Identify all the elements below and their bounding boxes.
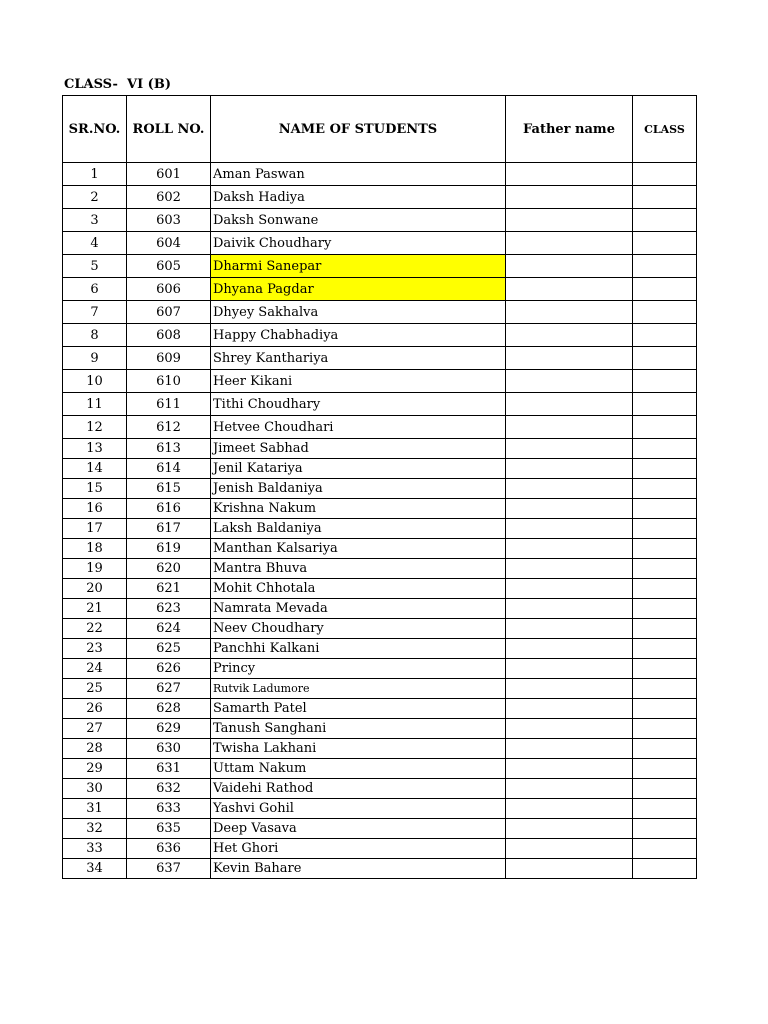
class-cell: [633, 278, 697, 301]
sr-no-cell: 7: [63, 301, 127, 324]
roll-no-cell: 616: [127, 499, 211, 519]
roll-no-cell: 632: [127, 779, 211, 799]
father-name-cell: [506, 255, 633, 278]
student-name-cell: Tanush Sanghani: [211, 719, 506, 739]
father-name-cell: [506, 819, 633, 839]
sr-no-cell: 32: [63, 819, 127, 839]
roll-no-cell: 619: [127, 539, 211, 559]
student-name-cell: Princy: [211, 659, 506, 679]
father-name-cell: [506, 839, 633, 859]
father-name-cell: [506, 163, 633, 186]
student-name-cell: Jimeet Sabhad: [211, 439, 506, 459]
roll-no-cell: 623: [127, 599, 211, 619]
student-name-cell: Kevin Bahare: [211, 859, 506, 879]
header-class: CLASS: [633, 96, 697, 163]
student-name-cell: Laksh Baldaniya: [211, 519, 506, 539]
roll-no-cell: 607: [127, 301, 211, 324]
father-name-cell: [506, 301, 633, 324]
student-name-cell: Deep Vasava: [211, 819, 506, 839]
student-name-cell: Krishna Nakum: [211, 499, 506, 519]
class-cell: [633, 839, 697, 859]
class-cell: [633, 739, 697, 759]
class-cell: [633, 324, 697, 347]
roll-no-cell: 606: [127, 278, 211, 301]
sr-no-cell: 25: [63, 679, 127, 699]
father-name-cell: [506, 759, 633, 779]
class-cell: [633, 163, 697, 186]
class-cell: [633, 759, 697, 779]
class-list-table: [62, 95, 697, 879]
sr-no-cell: 9: [63, 347, 127, 370]
class-cell: [633, 619, 697, 639]
table-row: [63, 439, 697, 459]
father-name-cell: [506, 459, 633, 479]
sr-no-cell: 33: [63, 839, 127, 859]
table-row: [63, 370, 697, 393]
sr-no-cell: 31: [63, 799, 127, 819]
sr-no-cell: 12: [63, 416, 127, 439]
father-name-cell: [506, 799, 633, 819]
table-row: [63, 839, 697, 859]
student-name-cell: Dharmi Sanepar: [211, 255, 506, 278]
student-name-cell: Aman Paswan: [211, 163, 506, 186]
header-row: [63, 96, 697, 163]
table-row: [63, 639, 697, 659]
class-cell: [633, 370, 697, 393]
roll-no-cell: 613: [127, 439, 211, 459]
class-cell: [633, 679, 697, 699]
student-name-cell: Daivik Choudhary: [211, 232, 506, 255]
student-name-cell: Daksh Hadiya: [211, 186, 506, 209]
student-name-cell: Rutvik Ladumore: [211, 679, 506, 699]
student-name-cell: Daksh Sonwane: [211, 209, 506, 232]
roll-no-cell: 605: [127, 255, 211, 278]
table-row: [63, 278, 697, 301]
class-cell: [633, 232, 697, 255]
table-row: [63, 599, 697, 619]
sr-no-cell: 15: [63, 479, 127, 499]
student-name-cell: Jenish Baldaniya: [211, 479, 506, 499]
table-row: [63, 519, 697, 539]
student-name-cell: Hetvee Choudhari: [211, 416, 506, 439]
sr-no-cell: 23: [63, 639, 127, 659]
sr-no-cell: 20: [63, 579, 127, 599]
class-cell: [633, 416, 697, 439]
father-name-cell: [506, 659, 633, 679]
student-name-cell: Dhyana Pagdar: [211, 278, 506, 301]
father-name-cell: [506, 209, 633, 232]
table-row: [63, 779, 697, 799]
student-name-cell: Yashvi Gohil: [211, 799, 506, 819]
table-row: [63, 799, 697, 819]
class-cell: [633, 639, 697, 659]
sr-no-cell: 28: [63, 739, 127, 759]
roll-no-cell: 636: [127, 839, 211, 859]
father-name-cell: [506, 499, 633, 519]
table-row: [63, 301, 697, 324]
father-name-cell: [506, 479, 633, 499]
father-name-cell: [506, 599, 633, 619]
table-row: [63, 186, 697, 209]
sr-no-cell: 16: [63, 499, 127, 519]
student-name-cell: Namrata Mevada: [211, 599, 506, 619]
father-name-cell: [506, 393, 633, 416]
father-name-cell: [506, 559, 633, 579]
student-name-cell: Shrey Kanthariya: [211, 347, 506, 370]
table-row: [63, 347, 697, 370]
roll-no-cell: 620: [127, 559, 211, 579]
sr-no-cell: 29: [63, 759, 127, 779]
father-name-cell: [506, 639, 633, 659]
class-cell: [633, 559, 697, 579]
sr-no-cell: 4: [63, 232, 127, 255]
father-name-cell: [506, 186, 633, 209]
class-cell: [633, 539, 697, 559]
roll-no-cell: 629: [127, 719, 211, 739]
father-name-cell: [506, 324, 633, 347]
sr-no-cell: 34: [63, 859, 127, 879]
sr-no-cell: 17: [63, 519, 127, 539]
table-row: [63, 255, 697, 278]
table-row: [63, 539, 697, 559]
class-cell: [633, 479, 697, 499]
table-row: [63, 719, 697, 739]
student-name-cell: Mohit Chhotala: [211, 579, 506, 599]
roll-no-cell: 627: [127, 679, 211, 699]
roll-no-cell: 612: [127, 416, 211, 439]
student-name-cell: Heer Kikani: [211, 370, 506, 393]
roll-no-cell: 633: [127, 799, 211, 819]
sr-no-cell: 5: [63, 255, 127, 278]
table-row: [63, 416, 697, 439]
header-father-name: Father name: [506, 96, 633, 163]
table-row: [63, 559, 697, 579]
class-cell: [633, 519, 697, 539]
class-cell: [633, 347, 697, 370]
roll-no-cell: 621: [127, 579, 211, 599]
roll-no-cell: 611: [127, 393, 211, 416]
roll-no-cell: 630: [127, 739, 211, 759]
table-row: [63, 499, 697, 519]
sr-no-cell: 13: [63, 439, 127, 459]
roll-no-cell: 625: [127, 639, 211, 659]
roll-no-cell: 614: [127, 459, 211, 479]
class-cell: [633, 439, 697, 459]
father-name-cell: [506, 278, 633, 301]
roll-no-cell: 617: [127, 519, 211, 539]
roll-no-cell: 615: [127, 479, 211, 499]
class-cell: [633, 459, 697, 479]
roll-no-cell: 631: [127, 759, 211, 779]
sr-no-cell: 24: [63, 659, 127, 679]
sr-no-cell: 8: [63, 324, 127, 347]
sr-no-cell: 22: [63, 619, 127, 639]
father-name-cell: [506, 519, 633, 539]
class-cell: [633, 393, 697, 416]
class-cell: [633, 255, 697, 278]
father-name-cell: [506, 779, 633, 799]
table-row: [63, 479, 697, 499]
header-name-of-students: NAME OF STUDENTS: [211, 96, 506, 163]
sr-no-cell: 14: [63, 459, 127, 479]
student-name-cell: Neev Choudhary: [211, 619, 506, 639]
class-cell: [633, 799, 697, 819]
sr-no-cell: 2: [63, 186, 127, 209]
sr-no-cell: 30: [63, 779, 127, 799]
father-name-cell: [506, 699, 633, 719]
roll-no-cell: 628: [127, 699, 211, 719]
table-row: [63, 699, 697, 719]
student-rows: [63, 163, 697, 879]
class-cell: [633, 859, 697, 879]
father-name-cell: [506, 416, 633, 439]
student-name-cell: Dhyey Sakhalva: [211, 301, 506, 324]
student-name-cell: Tithi Choudhary: [211, 393, 506, 416]
sr-no-cell: 1: [63, 163, 127, 186]
student-name-cell: Mantra Bhuva: [211, 559, 506, 579]
class-cell: [633, 186, 697, 209]
student-name-cell: Uttam Nakum: [211, 759, 506, 779]
class-cell: [633, 819, 697, 839]
class-cell: [633, 719, 697, 739]
table-row: [63, 163, 697, 186]
class-cell: [633, 779, 697, 799]
father-name-cell: [506, 439, 633, 459]
sr-no-cell: 26: [63, 699, 127, 719]
table-row: [63, 679, 697, 699]
table-row: [63, 579, 697, 599]
sr-no-cell: 21: [63, 599, 127, 619]
father-name-cell: [506, 859, 633, 879]
table-row: [63, 819, 697, 839]
table-row: [63, 209, 697, 232]
father-name-cell: [506, 719, 633, 739]
header-roll-no: ROLL NO.: [127, 96, 211, 163]
roll-no-cell: 602: [127, 186, 211, 209]
father-name-cell: [506, 579, 633, 599]
table-row: [63, 619, 697, 639]
student-name-cell: Jenil Katariya: [211, 459, 506, 479]
roll-no-cell: 626: [127, 659, 211, 679]
table-row: [63, 324, 697, 347]
roll-no-cell: 608: [127, 324, 211, 347]
sr-no-cell: 18: [63, 539, 127, 559]
student-name-cell: Het Ghori: [211, 839, 506, 859]
father-name-cell: [506, 739, 633, 759]
class-cell: [633, 301, 697, 324]
sr-no-cell: 6: [63, 278, 127, 301]
sr-no-cell: 19: [63, 559, 127, 579]
student-name-cell: Panchhi Kalkani: [211, 639, 506, 659]
roll-no-cell: 603: [127, 209, 211, 232]
table-row: [63, 232, 697, 255]
father-name-cell: [506, 347, 633, 370]
roll-no-cell: 601: [127, 163, 211, 186]
sr-no-cell: 3: [63, 209, 127, 232]
student-name-cell: Vaidehi Rathod: [211, 779, 506, 799]
class-cell: [633, 699, 697, 719]
roll-no-cell: 604: [127, 232, 211, 255]
table-row: [63, 859, 697, 879]
father-name-cell: [506, 679, 633, 699]
class-cell: [633, 499, 697, 519]
father-name-cell: [506, 539, 633, 559]
table-row: [63, 393, 697, 416]
father-name-cell: [506, 370, 633, 393]
table-row: [63, 459, 697, 479]
table-row: [63, 759, 697, 779]
table-row: [63, 659, 697, 679]
class-title: CLASS- VI (B): [64, 77, 171, 92]
roll-no-cell: 609: [127, 347, 211, 370]
class-cell: [633, 579, 697, 599]
student-name-cell: Happy Chabhadiya: [211, 324, 506, 347]
sr-no-cell: 10: [63, 370, 127, 393]
roll-no-cell: 637: [127, 859, 211, 879]
class-cell: [633, 209, 697, 232]
student-name-cell: Samarth Patel: [211, 699, 506, 719]
sr-no-cell: 11: [63, 393, 127, 416]
student-name-cell: Twisha Lakhani: [211, 739, 506, 759]
table-row: [63, 739, 697, 759]
roll-no-cell: 635: [127, 819, 211, 839]
father-name-cell: [506, 619, 633, 639]
sr-no-cell: 27: [63, 719, 127, 739]
class-cell: [633, 599, 697, 619]
roll-no-cell: 624: [127, 619, 211, 639]
father-name-cell: [506, 232, 633, 255]
roll-no-cell: 610: [127, 370, 211, 393]
class-cell: [633, 659, 697, 679]
header-sr-no: SR.NO.: [63, 96, 127, 163]
student-name-cell: Manthan Kalsariya: [211, 539, 506, 559]
